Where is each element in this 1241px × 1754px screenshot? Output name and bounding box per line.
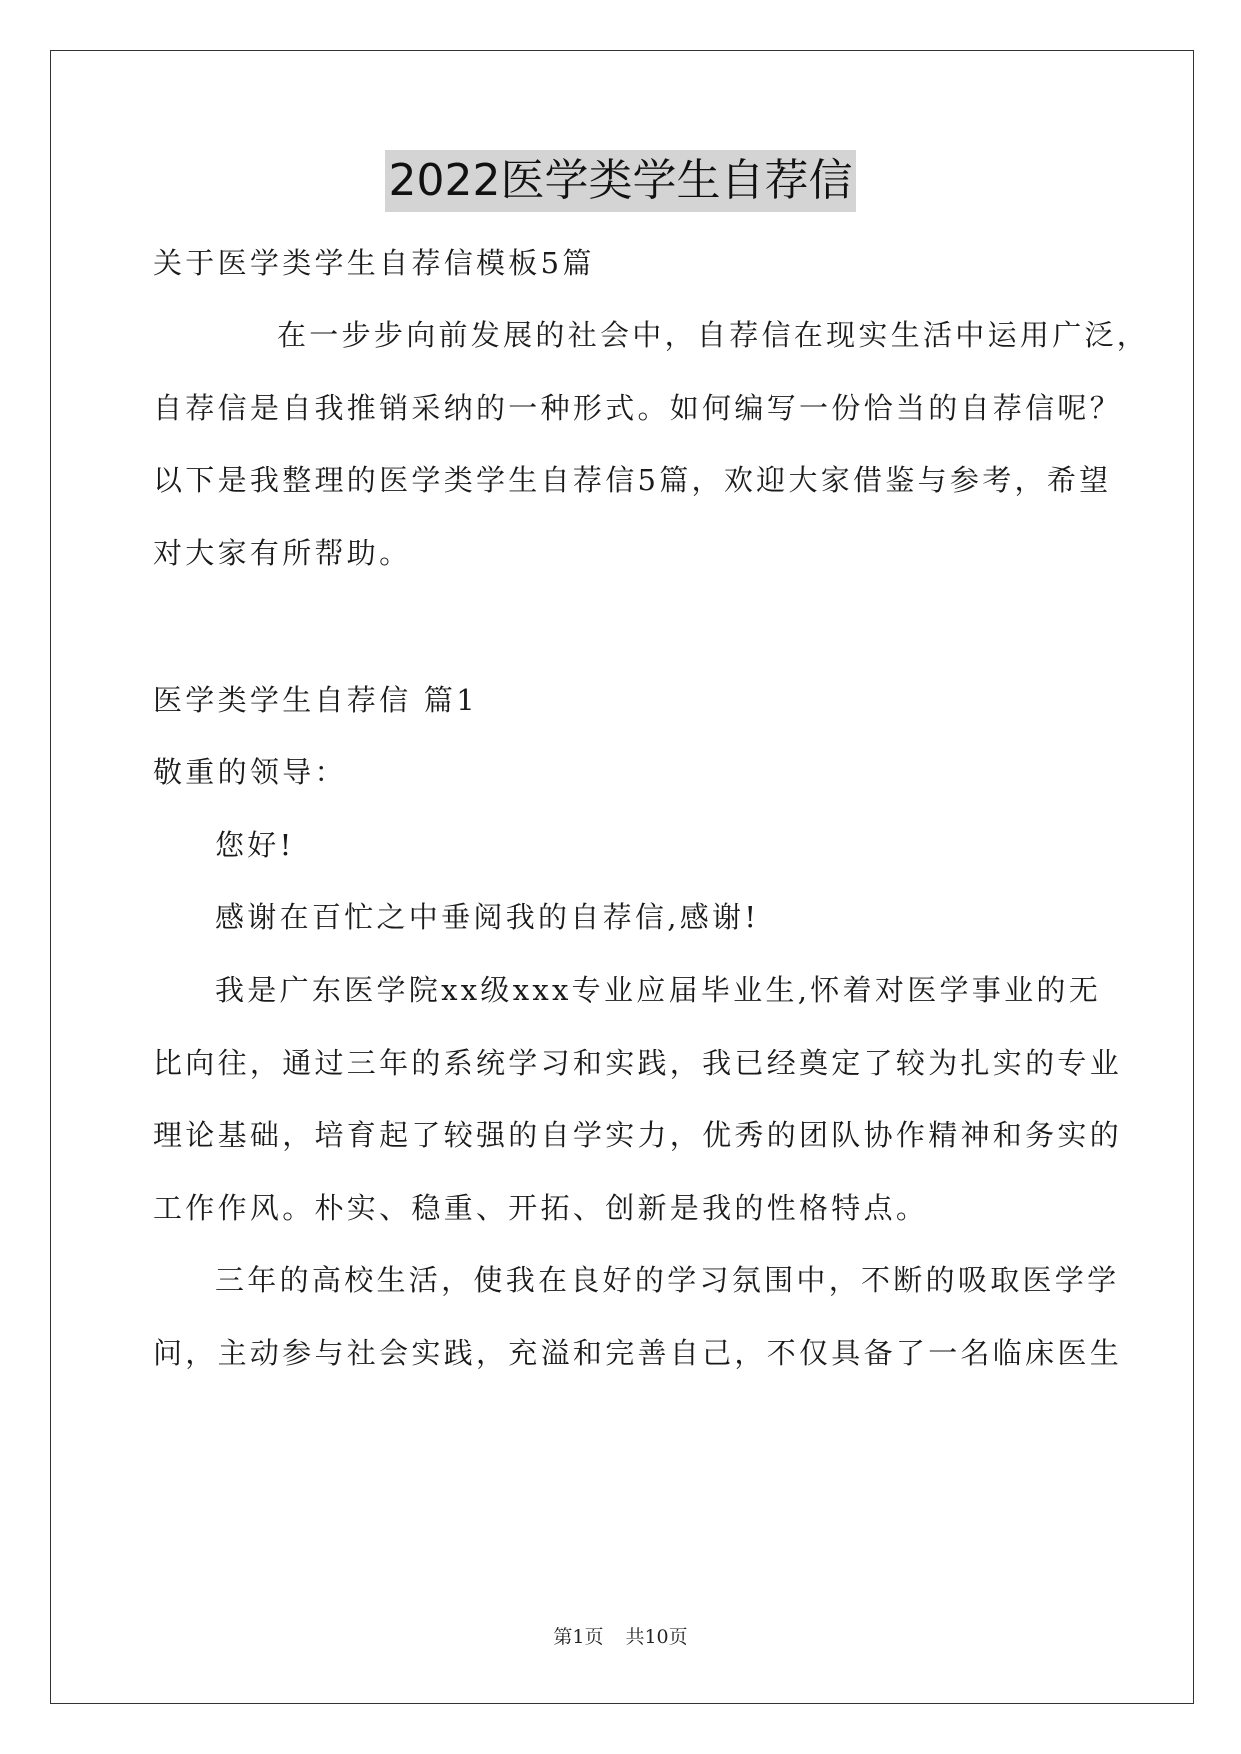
paragraph2-line-2: 问，主动参与社会实践，充溢和完善自己，不仅具备了一名临床医生 <box>153 1336 1123 1370</box>
page-border <box>50 50 1194 1704</box>
page-total: 共10页 <box>625 1626 688 1648</box>
document-title-wrap <box>0 150 1241 212</box>
document-title: 2022医学类学生自荐信 <box>385 150 857 212</box>
intro-line-3: 以下是我整理的医学类学生自荐信5篇，欢迎大家借鉴与参考，希望 <box>153 463 1112 497</box>
paragraph1-line-3: 理论基础，培育起了较强的自学实力，优秀的团队协作精神和务实的 <box>153 1118 1123 1152</box>
thanks-line: 感谢在百忙之中垂阅我的自荐信,感谢! <box>215 900 760 934</box>
salutation: 敬重的领导： <box>153 755 347 789</box>
paragraph1-line-2: 比向往，通过三年的系统学习和实践，我已经奠定了较为扎实的专业 <box>153 1046 1123 1080</box>
paragraph1-line-1: 我是广东医学院xx级xxx专业应届毕业生,怀着对医学事业的无 <box>215 973 1101 1007</box>
page-footer <box>0 1625 1241 1649</box>
greeting: 您好! <box>215 828 295 862</box>
document-subtitle: 关于医学类学生自荐信模板5篇 <box>153 246 595 280</box>
intro-line-4: 对大家有所帮助。 <box>153 536 412 570</box>
paragraph2-line-1: 三年的高校生活，使我在良好的学习氛围中，不断的吸取医学学 <box>215 1263 1120 1297</box>
intro-line-1: 在一步步向前发展的社会中，自荐信在现实生活中运用广泛， <box>277 318 1150 352</box>
section-heading: 医学类学生自荐信 篇1 <box>153 683 478 717</box>
paragraph1-line-4: 工作作风。朴实、稳重、开拓、创新是我的性格特点。 <box>153 1191 929 1225</box>
intro-line-2: 自荐信是自我推销采纳的一种形式。如何编写一份恰当的自荐信呢？ <box>153 391 1123 425</box>
page-number: 第1页 <box>553 1626 604 1648</box>
